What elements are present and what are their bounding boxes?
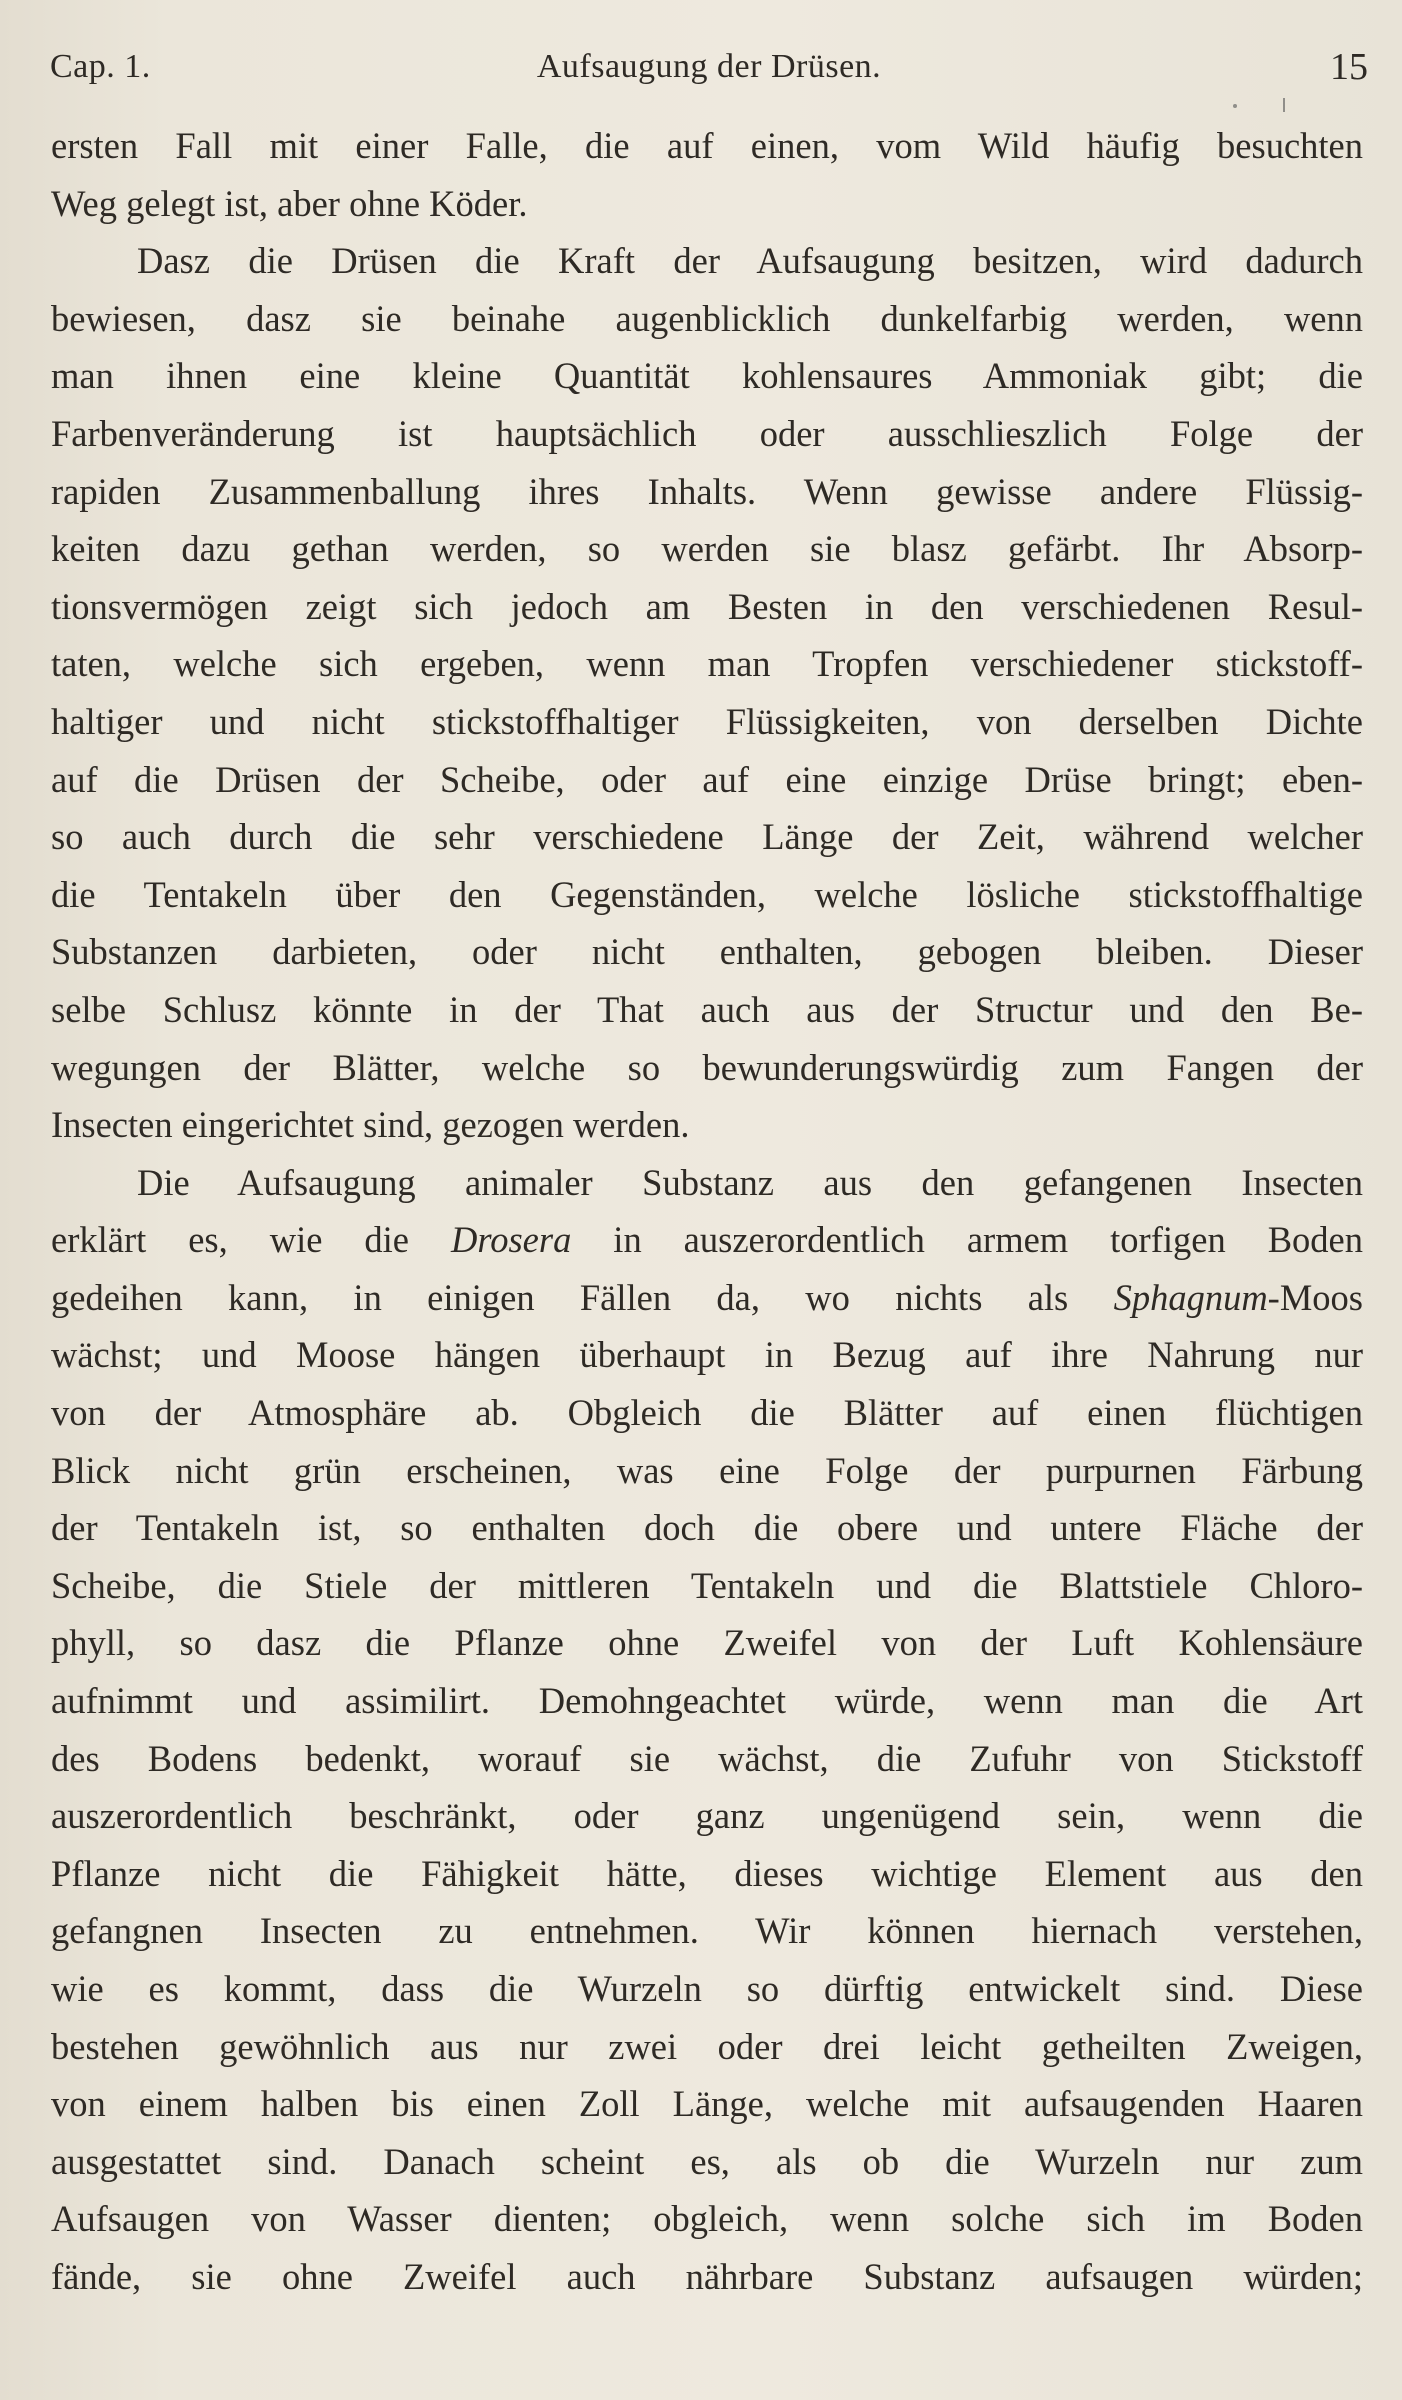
text-line: des Bodens bedenkt, worauf sie wächst, die Zufuhr von Stickstoff (51, 1737, 1363, 1779)
text-line: bewiesen, dasz sie beinahe augenblicklich dunkelfarbig werden, wenn (51, 297, 1363, 339)
text-line: keiten dazu gethan werden, so werden sie blasz gefärbt. Ihr Absorp- (51, 528, 1363, 570)
text-line: so auch durch die sehr verschiedene Länge der Zeit, während welcher (51, 816, 1363, 858)
text-line: Die Aufsaugung animaler Substanz aus den gefangenen Insecten (137, 1161, 1363, 1203)
text-line: Dasz die Drüsen die Kraft der Aufsaugung besitzen, wird dadurch (137, 240, 1363, 282)
text-line: gedeihen kann, in einigen Fällen da, wo nichts als Sphagnum-Moos (51, 1276, 1363, 1318)
text-line: wächst; und Moose hängen überhaupt in Bezug auf ihre Nahrung nur (51, 1334, 1363, 1376)
text-line: Blick nicht grün erscheinen, was eine Folge der purpurnen Färbung (51, 1449, 1363, 1491)
body-text (51, 117, 1363, 2306)
italic-term: Sphagnum (1113, 1276, 1268, 1318)
print-speck (1233, 104, 1237, 108)
running-header (50, 38, 1368, 96)
text-line: wegungen der Blätter, welche so bewunderungswürdig zum Fangen der (51, 1046, 1363, 1088)
text-line: Scheibe, die Stiele der mittleren Tentakeln und die Blattstiele Chloro- (51, 1564, 1363, 1606)
text-line: man ihnen eine kleine Quantität kohlensaures Ammoniak gibt; die (51, 355, 1363, 397)
text-line: taten, welche sich ergeben, wenn man Tropfen verschiedener stickstoff- (51, 643, 1363, 685)
text-line: bestehen gewöhnlich aus nur zwei oder drei leicht getheilten Zweigen, (51, 2025, 1363, 2067)
text-line: Aufsaugen von Wasser dienten; obgleich, wenn solche sich im Boden (51, 2198, 1363, 2240)
text-line: auf die Drüsen der Scheibe, oder auf eine einzige Drüse bringt; eben- (51, 758, 1363, 800)
text-line: von der Atmosphäre ab. Obgleich die Blätter auf einen flüchtigen (51, 1392, 1363, 1434)
text-line: tionsvermögen zeigt sich jedoch am Besten in den verschiedenen Resul- (51, 585, 1363, 627)
text-line: gefangnen Insecten zu entnehmen. Wir können hiernach verstehen, (51, 1910, 1363, 1952)
text-line: aufnimmt und assimilirt. Demohngeachtet würde, wenn man die Art (51, 1680, 1363, 1722)
chapter-label: Cap. 1. (50, 48, 151, 85)
page-number: 15 (1330, 46, 1368, 88)
italic-term: Drosera (451, 1219, 572, 1261)
running-title: Aufsaugung der Drüsen. (536, 48, 882, 85)
text-line: phyll, so dasz die Pflanze ohne Zweifel von der Luft Kohlensäure (51, 1622, 1363, 1664)
text-line: ersten Fall mit einer Falle, die auf einen, vom Wild häufig besuchten (51, 125, 1363, 166)
text-line: von einem halben bis einen Zoll Länge, welche mit aufsaugenden Haaren (51, 2083, 1363, 2125)
text-line: haltiger und nicht stickstoffhaltiger Flüssigkeiten, von derselben Dichte (51, 700, 1363, 742)
text-line: ausgestattet sind. Danach scheint es, als ob die Wurzeln nur zum (51, 2140, 1363, 2182)
text-line: Pflanze nicht die Fähigkeit hätte, dieses wichtige Element aus den (51, 1852, 1363, 1894)
text-line: wie es kommt, dass die Wurzeln so dürftig entwickelt sind. Diese (51, 1968, 1363, 2009)
text-line: selbe Schlusz könnte in der That auch aus der Structur und den Be- (51, 988, 1363, 1030)
text-line: der Tentakeln ist, so enthalten doch die obere und untere Fläche der (51, 1507, 1363, 1549)
text-line: auszerordentlich beschränkt, oder ganz ungenügend sein, wenn die (51, 1795, 1363, 1837)
text-line: Weg gelegt ist, aber ohne Köder. (51, 182, 528, 224)
text-line: Insecten eingerichtet sind, gezogen werden. (51, 1104, 690, 1146)
text-line: rapiden Zusammenballung ihres Inhalts. Wenn gewisse andere Flüssig- (51, 470, 1363, 512)
print-mark (1283, 98, 1285, 112)
text-line: erklärt es, wie die Drosera in auszerordentlich armem torfigen Boden (51, 1219, 1363, 1261)
text-line: die Tentakeln über den Gegenständen, welche lösliche stickstoffhaltige (51, 873, 1363, 915)
text-line: Substanzen darbieten, oder nicht enthalten, gebogen bleiben. Dieser (51, 931, 1363, 973)
text-line: fände, sie ohne Zweifel auch nährbare Substanz aufsaugen würden; (51, 2255, 1363, 2297)
text-line: Farbenveränderung ist hauptsächlich oder ausschlieszlich Folge der (51, 412, 1363, 454)
